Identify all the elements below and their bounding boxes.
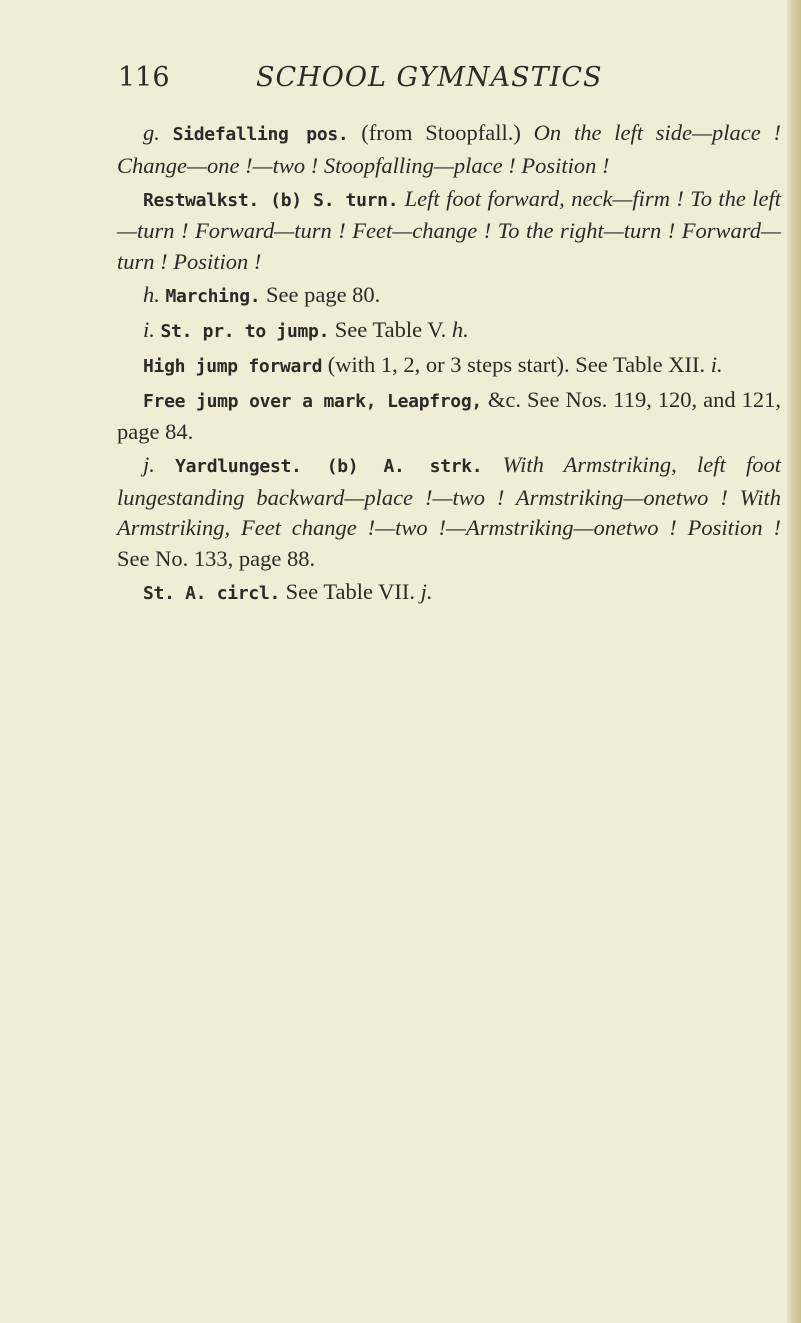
- running-title: SCHOOL GYMNASTICS: [256, 62, 603, 93]
- paragraph-i: [117, 315, 781, 348]
- item-letter: g.: [143, 120, 173, 145]
- paragraph-g: [117, 118, 781, 181]
- item-letter: i.: [143, 316, 161, 342]
- exercise-name: Marching.: [165, 285, 261, 307]
- text-run: [482, 452, 502, 477]
- command-text: With Armstriking, left foot lungestanding backward—place !—two ! Armstriking—onetwo ! With Armstriking, Feet change !—two !—Armstriking—onetwo ! Position !: [117, 452, 781, 540]
- paragraph-high-jump: [117, 350, 781, 383]
- running-header: [118, 62, 678, 98]
- paragraph-h: [117, 280, 781, 313]
- table-ref-letter: j.: [420, 578, 433, 604]
- exercise-name: Free jump over a mark, Leapfrog,: [143, 390, 482, 412]
- text-run: (with 1, 2, or 3 steps start). See Table XII.: [322, 351, 711, 377]
- table-ref-letter: i.: [710, 351, 723, 377]
- item-letter: j.: [143, 452, 176, 477]
- page-number: 116: [118, 62, 170, 93]
- exercise-name: Yardlungest. (b) A. strk.: [175, 456, 483, 477]
- exercise-name: Restwalkst. (b) S. turn.: [143, 189, 399, 211]
- text-run: See Table V.: [329, 316, 452, 342]
- text-run: (from Stoopfall.): [348, 120, 534, 145]
- exercise-name: St. A. circl.: [143, 582, 280, 604]
- page-edge: [787, 0, 801, 1323]
- paragraph-circl: [117, 577, 781, 610]
- command-text: Left foot forward, neck—firm ! To the left—turn ! Forward—turn ! Feet—change ! To the right—turn ! Forward—turn ! Position !: [117, 185, 782, 274]
- exercise-name: Sidefalling pos.: [172, 124, 349, 145]
- paragraph-j: [117, 450, 781, 574]
- paragraph-restwalkst: [117, 184, 781, 278]
- text-run: &c. See Nos. 119, 120, and 121, page 84.: [117, 386, 781, 444]
- exercise-name: High jump forward: [143, 355, 323, 377]
- command-text: On the left side—place ! Change—one !—two ! Stoopfalling—place ! Position !: [117, 120, 782, 178]
- paragraph-free-jump: [117, 385, 781, 448]
- text-run: See No. 133, page 88.: [117, 545, 316, 571]
- exercise-name: St. pr. to jump.: [160, 320, 330, 342]
- body-text: [117, 118, 781, 612]
- text-run: See page 80.: [260, 281, 381, 307]
- text-run: See Table VII.: [279, 578, 421, 604]
- table-ref-letter: h.: [451, 316, 469, 342]
- item-letter: h.: [143, 281, 166, 307]
